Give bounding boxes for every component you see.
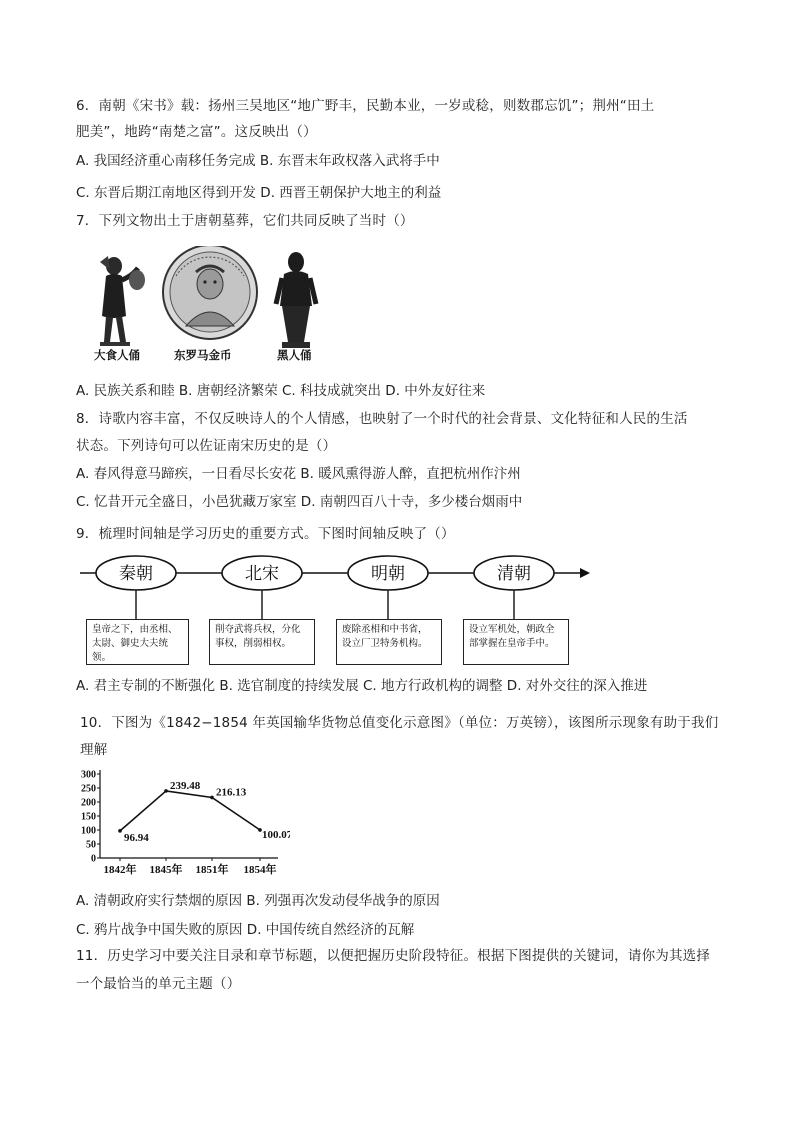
q9-stem: 9．梳理时间轴是学习历史的重要方式。下图时间轴反映了（） xyxy=(76,526,455,542)
chart-point xyxy=(118,829,122,833)
chart-y-tick-label: 250 xyxy=(81,783,96,795)
q7-caption-1: 大食人俑 xyxy=(94,348,140,362)
chart-x-tick-label: 1845年 xyxy=(149,864,183,876)
timeline-label-4: 清朝 xyxy=(497,564,531,584)
chart-x-tick-label: 1842年 xyxy=(103,864,137,876)
timeline-node-song xyxy=(222,556,302,590)
timeline-node-ming xyxy=(348,556,428,590)
chart-y-tick-label: 150 xyxy=(81,811,96,823)
chart-y-tick-label: 300 xyxy=(81,769,96,781)
q8-options-line1: A. 春风得意马蹄疾，一日看尽长安花 B. 暖风熏得游人醉，直把杭州作汴州 xyxy=(76,466,521,482)
arab-figurine-image xyxy=(100,256,145,346)
q11-stem-line1: 11．历史学习中要关注目录和章节标题，以便把握历史阶段特征。根据下图提供的关键词，请你为其选择 xyxy=(76,948,711,964)
q8-stem-line2: 状态。下列诗句可以佐证南宋历史的是（） xyxy=(76,438,337,454)
chart-y-tick-label: 100 xyxy=(81,825,96,837)
timeline-axis xyxy=(78,554,594,594)
q7-stem: 7．下列文物出土于唐朝墓葬，它们共同反映了当时（） xyxy=(76,213,414,229)
q9-timeline-figure xyxy=(78,554,594,669)
timeline-note-3: 废除丞相和中书省，设立厂卫特务机构。 xyxy=(336,619,442,665)
chart-point xyxy=(210,796,214,800)
chart-y-tick-label: 200 xyxy=(81,797,96,809)
timeline-arrow-icon xyxy=(580,568,590,578)
timeline-label-1: 秦朝 xyxy=(119,564,153,584)
q10-options-line1: A. 清朝政府实行禁烟的原因 B. 列强再次发动侵华战争的原因 xyxy=(76,893,440,909)
roman-gold-coin-image xyxy=(163,246,257,339)
timeline-node-qin xyxy=(96,556,176,590)
timeline-label-2: 北宋 xyxy=(245,564,279,584)
chart-data-label: 239.48 xyxy=(170,779,201,792)
q10-line-chart xyxy=(70,766,290,881)
chart-x-tick-label: 1851年 xyxy=(195,864,229,876)
q6-options-line2: C. 东晋后期江南地区得到开发 D. 西晋王朝保护大地主的利益 xyxy=(76,185,442,201)
q6-options-line1: A. 我国经济重心南移任务完成 B. 东晋末年政权落入武将手中 xyxy=(76,153,440,169)
timeline-node-qing xyxy=(474,556,554,590)
q7-caption-3: 黑人俑 xyxy=(277,348,312,362)
chart-data-label: 96.94 xyxy=(124,831,149,844)
chart-point xyxy=(164,789,168,793)
timeline-note-1: 皇帝之下，由丞相、太尉、御史大夫统领。 xyxy=(86,619,189,665)
q8-stem-line1: 8．诗歌内容丰富，不仅反映诗人的个人情感，也映射了一个时代的社会背景、文化特征和人民的生活 xyxy=(76,411,688,427)
chart-svg xyxy=(70,766,290,881)
q6-stem-line2: 肥美”，地跨“南楚之富”。这反映出（） xyxy=(76,124,317,140)
african-figurine-image xyxy=(276,252,316,348)
chart-x-tick-label: 1854年 xyxy=(243,864,277,876)
q11-stem-line2: 一个最恰当的单元主题（） xyxy=(76,976,241,992)
q10-stem-line1: 10．下图为《1842−1854 年英国输华货物总值变化示意图》（单位：万英镑），该图所示现象有助于我们 xyxy=(80,715,719,731)
q7-caption-2: 东罗马金币 xyxy=(174,348,232,362)
timeline-label-3: 明朝 xyxy=(371,564,405,584)
q6-stem-line1: 6．南朝《宋书》载：扬州三吴地区“地广野丰，民勤本业，一岁或稔，则数郡忘饥”；荆州“田土 xyxy=(76,98,655,114)
timeline-note-4: 设立军机处，朝政全部掌握在皇帝手中。 xyxy=(463,619,569,665)
q9-options: A. 君主专制的不断强化 B. 选官制度的持续发展 C. 地方行政机构的调整 D. 对外交往的深入推进 xyxy=(76,678,648,694)
q10-options-line2: C. 鸦片战争中国失败的原因 D. 中国传统自然经济的瓦解 xyxy=(76,922,415,938)
chart-data-label: 100.07 xyxy=(262,828,290,841)
chart-y-tick-label: 0 xyxy=(91,853,96,865)
chart-y-tick-label: 50 xyxy=(86,839,96,851)
q10-stem-line2: 理解 xyxy=(80,742,108,758)
timeline-connectors xyxy=(78,590,594,620)
q7-options: A. 民族关系和睦 B. 唐朝经济繁荣 C. 科技成就突出 D. 中外友好往来 xyxy=(76,383,486,399)
timeline-note-2: 削夺武将兵权，分化事权，削弱相权。 xyxy=(209,619,315,665)
q8-options-line2: C. 忆昔开元全盛日，小邑犹藏万家室 D. 南朝四百八十寺，多少楼台烟雨中 xyxy=(76,494,523,510)
chart-data-label: 216.13 xyxy=(216,786,247,799)
